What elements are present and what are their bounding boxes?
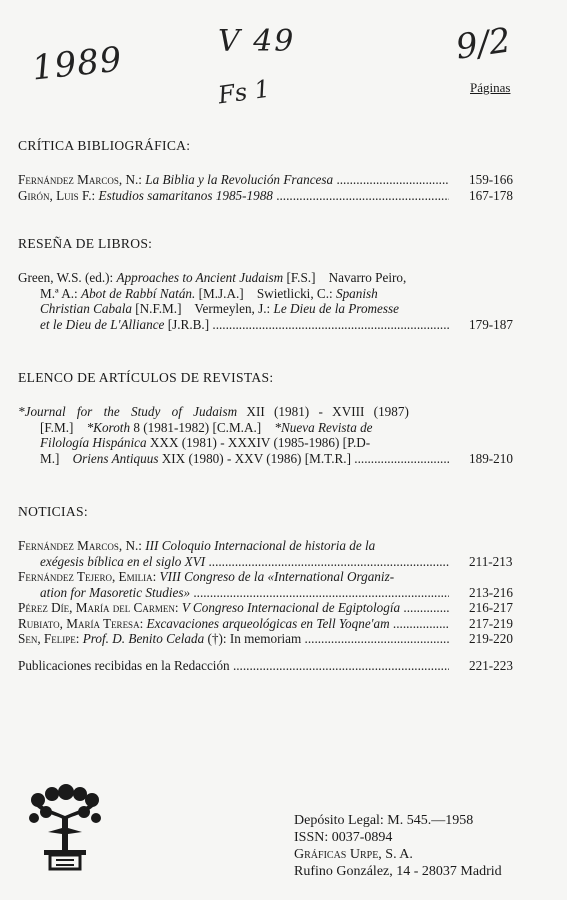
- section-title-noticias: NOTICIAS:: [18, 504, 88, 519]
- elenco-block: [18, 404, 525, 466]
- section-title-elenco: ELENCO DE ARTÍCULOS DE REVISTAS:: [18, 370, 274, 385]
- entry-work: Estudios samaritanos 1985-1988: [98, 187, 273, 203]
- resena-text: M.ª A.:: [40, 285, 82, 301]
- printer-address: Rufino González, 14 - 28037 Madrid: [294, 864, 502, 879]
- entry-work: Prof. D. Benito Celada: [82, 631, 205, 646]
- entry-work: V Congreso Internacional de Egiptología: [181, 600, 401, 615]
- resena-title: Abot de Rabbí Natán.: [81, 285, 196, 301]
- critica-list: [18, 172, 525, 203]
- entry-pages: 159-166: [469, 172, 513, 187]
- imprint-block: [294, 812, 502, 880]
- publicaciones-label: Publicaciones recibidas en la Redacción: [18, 658, 230, 673]
- issn: ISSN: 0037-0894: [294, 830, 393, 845]
- entry-author: Fernández Marcos, N.:: [18, 172, 142, 187]
- entry-pages: 221-223: [469, 658, 513, 673]
- handwritten-year: 1989: [30, 39, 125, 89]
- handwritten-fs: Fs 1: [216, 74, 272, 110]
- entry-work: ation for Masoretic Studies»: [40, 584, 191, 600]
- resena-text: [J.R.B.]: [164, 316, 210, 332]
- list-item: [18, 188, 525, 204]
- entry-author: Sen, Felipe:: [18, 631, 83, 646]
- journal-title: Oriens Antiquus: [72, 450, 159, 466]
- elenco-text: M.]: [40, 450, 73, 466]
- resena-title: Approaches to Ancient Judaism: [116, 270, 284, 285]
- entry-pages: 213-216: [469, 584, 513, 600]
- elenco-text: XIX (1980) - XXV (1986) [M.T.R.]: [158, 450, 351, 466]
- paginas-header: Páginas: [470, 80, 511, 95]
- entry-pages: 167-178: [469, 187, 513, 203]
- journal-title: *Koroth: [86, 419, 131, 435]
- entry-author: Pérez Díe, María del Carmen:: [18, 600, 182, 615]
- resena-title: Spanish: [335, 285, 378, 301]
- resena-title: Le Dieu de la Promesse: [273, 301, 400, 316]
- publicaciones-text: [18, 658, 449, 674]
- resena-title: Christian Cabala: [40, 301, 132, 316]
- journal-title: Filología Hispánica: [40, 435, 147, 450]
- entry-pages: 216-217: [469, 600, 513, 615]
- journal-title: *Nueva Revista de: [274, 419, 373, 435]
- journal-title: *Journal for the Study of Judaism: [18, 404, 238, 419]
- resena-text: Green, W.S. (ed.):: [18, 270, 117, 285]
- entry-work: exégesis bíblica en el siglo XVI: [40, 553, 206, 569]
- resena-title: et le Dieu de L'Alliance: [40, 316, 165, 332]
- handwritten-volume: V 49: [218, 24, 296, 59]
- resena-text: [M.J.A.] Swietlicki, C.:: [195, 285, 336, 301]
- elenco-text: XII (1981) - XVIII (1987): [237, 404, 409, 419]
- entry-pages: 189-210: [469, 450, 513, 466]
- entry-work: La Biblia y la Revolución Francesa: [145, 172, 334, 187]
- entry-pages: 179-187: [469, 316, 513, 332]
- handwritten-fraction: 9/2: [453, 20, 514, 68]
- entry-pages: 217-219: [469, 615, 513, 631]
- entry-author: Rubiato, María Teresa:: [18, 615, 147, 631]
- entry-note: (†): In memoriam: [204, 631, 302, 646]
- resena-text: [F.S.] Navarro Peiro,: [283, 270, 407, 285]
- entry-pages: 211-213: [469, 553, 513, 569]
- entry-work: III Coloquio Internacional de historia de la: [145, 538, 376, 553]
- section-title-resena: RESEÑA DE LIBROS:: [18, 236, 153, 251]
- entry-work: VIII Congreso de la «International Organiz-: [159, 569, 395, 584]
- elenco-text: [F.M.]: [40, 419, 87, 435]
- section-title-critica: CRÍTICA BIBLIOGRÁFICA:: [18, 138, 191, 153]
- resena-text: [N.F.M.] Vermeylen, J.:: [131, 301, 274, 316]
- noticias-list: [18, 538, 525, 647]
- elenco-text: XXX (1981) - XXXIV (1985-1986) [P.D-: [146, 435, 371, 450]
- entry-author: Fernández Tejero, Emilia:: [18, 569, 160, 584]
- entry-author: Fernández Marcos, N.:: [18, 538, 146, 553]
- list-item: [18, 172, 525, 188]
- printer-tree-logo-icon: [26, 784, 104, 874]
- printer-name: Gráficas Urpe, S. A.: [294, 847, 413, 862]
- publicaciones-row: [18, 658, 525, 674]
- entry-author: Girón, Luis F.:: [18, 187, 96, 203]
- elenco-text: 8 (1981-1982) [C.M.A.]: [130, 419, 275, 435]
- entry-work: Excavaciones arqueológicas en Tell Yoqne'am: [146, 615, 390, 631]
- resena-block: [18, 270, 525, 332]
- entry-pages: 219-220: [469, 631, 513, 646]
- deposito-legal: Depósito Legal: M. 545.—1958: [294, 813, 474, 828]
